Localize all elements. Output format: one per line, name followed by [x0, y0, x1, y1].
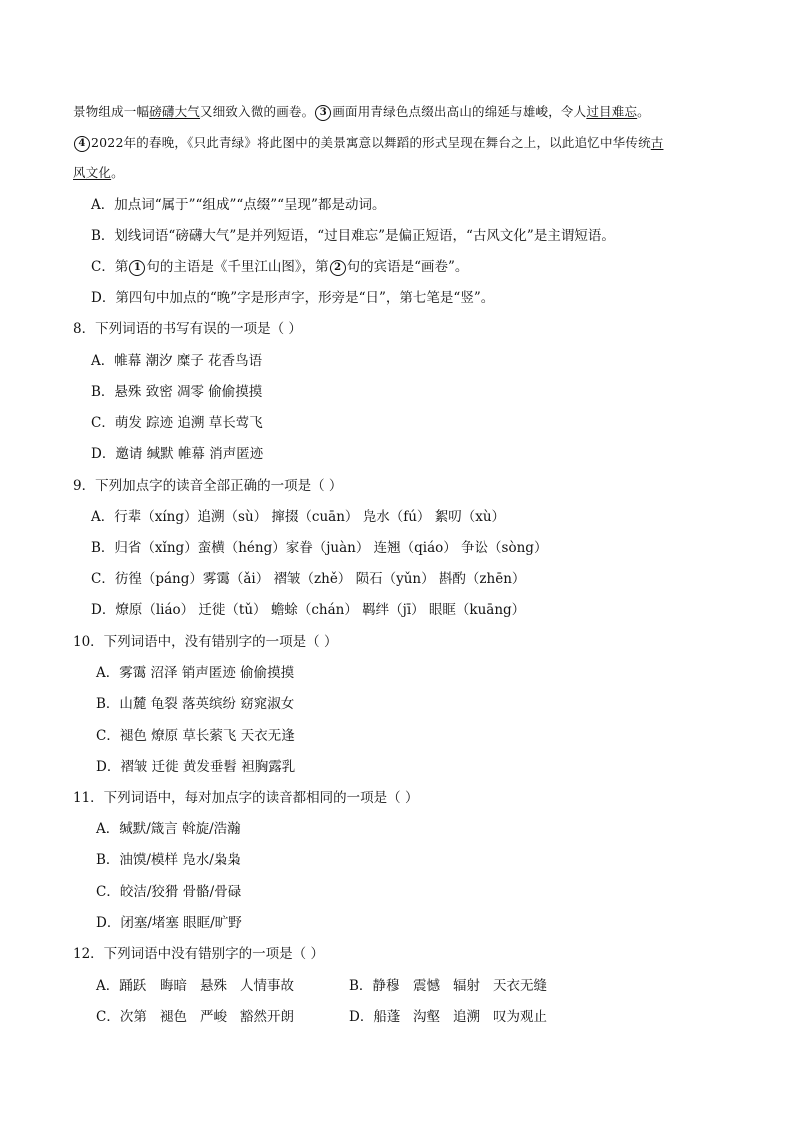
option-text: 句的宾语是“画卷”。 — [346, 259, 469, 275]
q12-word: 叹为观止 — [493, 1009, 547, 1025]
q12-word: 天衣无缝 — [493, 978, 547, 994]
q12-word: D．船蓬 — [349, 1009, 401, 1025]
q7-option-b: B．划线词语“磅礴大气”是并列短语，“过目难忘”是偏正短语，“古风文化”是主谓短语。 — [91, 228, 615, 244]
passage-text: 景物组成一幅 — [73, 104, 150, 119]
q11-stem: 11．下列词语中，每对加点字的读音都相同的一项是（ ） — [73, 790, 419, 806]
q9-option-b: B．归省（xǐng）蛮横（héng）家眷（juàn） 连翘（qiáo） 争讼（sòng） — [91, 540, 548, 556]
underlined-phrase: 古 — [650, 135, 664, 150]
passage-text: 2022年的春晚，《只此青绿》将此图中的美景寓意以舞蹈的形式呈现在舞台之上，以此追忆中华传统 — [91, 135, 651, 150]
underlined-phrase: 磅礴大气 — [149, 104, 201, 119]
q12-word: 辐射 — [453, 978, 480, 994]
q11-option-c: C．皎洁/狡猾 骨骼/骨碌 — [96, 884, 242, 900]
q12-word: 人情事故 — [240, 978, 294, 994]
q12-word: B．静穆 — [349, 978, 400, 994]
option-text: 句的主语是《千里江山图》，第 — [146, 259, 329, 275]
passage-text: 。 — [637, 104, 650, 119]
q10-option-a: A．雾霭 沼泽 销声匿迹 偷偷摸摸 — [96, 665, 295, 681]
q10-stem: 10．下列词语中，没有错别字的一项是（ ） — [73, 634, 338, 650]
q8-option-a: A．帷幕 潮汐 糜子 花香鸟语 — [91, 353, 263, 369]
q12-word: 追溯 — [453, 1009, 480, 1025]
q10-option-b: B．山麓 龟裂 落英缤纷 窈窕淑女 — [96, 696, 295, 712]
circled-number: 2 — [330, 260, 346, 276]
q12-word: 沟壑 — [413, 1009, 440, 1025]
q12-word: 晦暗 — [160, 978, 187, 994]
q10-option-d: D．褶皱 迁徙 黄发垂髫 袒胸露乳 — [96, 759, 296, 775]
passage-line-1 — [73, 103, 650, 121]
q7-option-c — [91, 258, 468, 276]
q12-word: 豁然开朗 — [240, 1009, 294, 1025]
circled-number: 3 — [315, 105, 331, 121]
option-text: C．第 — [91, 259, 129, 275]
q12-word: 严峻 — [200, 1009, 227, 1025]
q12-option-d — [349, 1008, 547, 1026]
q8-option-c: C．萌发 踪迹 追溯 草长莺飞 — [91, 415, 263, 431]
q9-option-d: D．燎原（liáo） 迁徙（tǔ） 蟾蜍（chán） 羁绊（jī） 眼眶（kuāng） — [91, 602, 526, 618]
passage-text: 。 — [111, 165, 124, 180]
q12-word: 悬殊 — [200, 978, 227, 994]
passage-line-2 — [73, 134, 663, 152]
underlined-phrase: 过目难忘 — [586, 104, 638, 119]
passage-text: 画面用青绿色点缀出高山的绵延与雄峻，令人 — [332, 104, 587, 119]
q8-stem: 8．下列词语的书写有误的一项是（ ） — [73, 321, 302, 337]
q12-word: 褪色 — [160, 1009, 187, 1025]
passage-line-3 — [73, 164, 124, 182]
q9-option-a: A．行辈（xíng）追溯（sù） 撺掇（cuān） 凫水（fú） 絮叨（xù） — [91, 509, 506, 525]
circled-number: 1 — [129, 260, 145, 276]
q11-option-b: B．油馍/模样 凫水/枭枭 — [96, 852, 241, 868]
q12-option-c — [96, 1008, 294, 1026]
q10-option-c: C．褪色 燎原 草长萦飞 天衣无逢 — [96, 728, 295, 744]
q12-option-b — [349, 977, 547, 995]
circled-number: 4 — [74, 136, 90, 152]
underlined-phrase: 风文化 — [73, 165, 112, 180]
q7-option-a: A．加点词“属于”“组成”“点缀”“呈现”都是动词。 — [91, 197, 386, 213]
q12-word: C．次第 — [96, 1009, 147, 1025]
q12-word: A．踊跃 — [96, 978, 147, 994]
q12-stem: 12．下列词语中没有错别字的一项是（ ） — [73, 946, 324, 962]
q7-option-d: D．第四句中加点的“晚”字是形声字，形旁是“日”，第七笔是“竖”。 — [91, 290, 495, 306]
q12-option-a — [96, 977, 294, 995]
q12-word: 震憾 — [413, 978, 440, 994]
q8-option-b: B．悬殊 致密 凋零 偷偷摸摸 — [91, 384, 263, 400]
passage-text: 又细致入微的画卷。 — [200, 104, 315, 119]
q9-option-c: C．彷徨（páng）雾霭（ǎi） 褶皱（zhě） 陨石（yǔn） 斟酌（zhēn） — [91, 571, 526, 587]
q9-stem: 9．下列加点字的读音全部正确的一项是（ ） — [73, 478, 343, 494]
q8-option-d: D．邀请 缄默 帷幕 消声匿迹 — [91, 446, 264, 462]
q11-option-d: D．闭塞/堵塞 眼眶/旷野 — [96, 915, 242, 931]
q11-option-a: A．缄默/箴言 斡旋/浩瀚 — [96, 821, 241, 837]
